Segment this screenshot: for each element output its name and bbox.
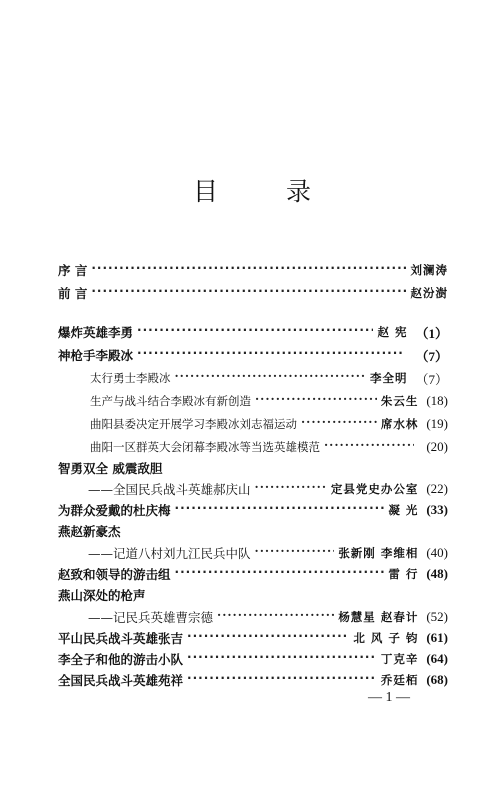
entry-author: 赵 宪: [377, 325, 408, 339]
entry-author: 刘澜涛: [410, 263, 448, 277]
toc-entry: [58, 521, 448, 541]
entry-page: (20): [426, 439, 448, 454]
toc-entry: [90, 414, 448, 434]
toc-entry: [58, 670, 448, 690]
page-title: 目 录: [193, 177, 341, 206]
entry-page: (68): [426, 672, 448, 687]
entry-title: 生产与战斗结合李殿冰有新创造: [90, 394, 251, 408]
dot-leader: [137, 322, 373, 342]
dot-leader: [187, 670, 377, 690]
entry-title: 赵致和领导的游击组: [58, 567, 171, 582]
dot-leader: [175, 368, 366, 388]
entry-author: 杨慧星 赵春计: [338, 610, 419, 624]
dot-leader: [187, 628, 349, 648]
toc-entry-preface: [58, 260, 448, 280]
entry-page: (48): [426, 566, 448, 581]
dot-leader: [324, 437, 414, 457]
entry-author: 凝 光: [388, 503, 419, 517]
entry-title: 曲阳县委决定开展学习李殿冰刘志福运动: [90, 417, 297, 431]
entry-page: (40): [426, 545, 448, 560]
toc-entry: [90, 368, 448, 388]
entry-title: 爆炸英雄李勇: [58, 325, 134, 340]
dot-leader: [175, 564, 385, 584]
entry-title: ——记民兵英雄曹宗德: [88, 610, 214, 625]
toc-entry: [58, 564, 448, 584]
entry-author: 张新刚 李维相: [338, 546, 419, 560]
entry-page: （7）: [415, 371, 448, 387]
dot-leader: [91, 283, 406, 303]
toc-entry: [90, 437, 448, 457]
toc-entry: [58, 585, 448, 605]
dot-leader: [255, 391, 377, 411]
entry-author: 雷 行: [388, 567, 419, 581]
entry-page: (61): [426, 630, 448, 645]
entry-page: (18): [426, 393, 448, 408]
entry-page: (22): [426, 481, 448, 496]
entry-author: 朱云生: [380, 394, 419, 408]
entry-page: (19): [426, 416, 448, 431]
entry-title: 燕山深处的枪声: [58, 588, 146, 603]
entry-page: (33): [426, 502, 448, 517]
toc-entry: [58, 322, 448, 342]
toc-entry: [88, 607, 448, 627]
dot-leader: [217, 607, 334, 627]
toc-entry: [88, 543, 448, 563]
entry-title: 神枪手李殿冰: [58, 348, 134, 363]
toc-entry: [58, 628, 448, 648]
dot-leader: [255, 543, 335, 563]
entry-title: ——全国民兵战斗英雄郝庆山: [88, 482, 251, 497]
dot-leader: [301, 414, 377, 434]
toc-entry-foreword: [58, 283, 448, 303]
entry-author: 北 风 子 钧: [353, 631, 419, 645]
entry-title: 序 言: [58, 263, 88, 278]
entry-title: 前 言: [58, 286, 88, 301]
page-number: — 1 —: [368, 690, 410, 705]
entry-title: 太行勇士李殿冰: [90, 371, 171, 385]
dot-leader: [91, 260, 406, 280]
dot-leader: [255, 479, 327, 499]
entry-page: (52): [426, 609, 448, 624]
entry-author: 李全明: [369, 371, 408, 385]
entry-title: 全国民兵战斗英雄苑祥: [58, 673, 184, 688]
entry-page: （7）: [415, 348, 448, 364]
toc-entry: [58, 345, 448, 365]
entry-title: ——记道八村刘九江民兵中队: [88, 546, 251, 561]
toc-entry: [58, 649, 448, 669]
toc-entry: [88, 479, 448, 499]
entry-title: 燕赵新豪杰: [58, 524, 121, 539]
entry-title: 智勇双全 威震敌胆: [58, 461, 163, 476]
entry-page: （1）: [415, 325, 448, 341]
entry-title: 李全子和他的游击小队: [58, 652, 184, 667]
entry-author: 赵汾澍: [410, 286, 448, 300]
dot-leader: [175, 500, 385, 520]
entry-page: (64): [426, 651, 448, 666]
entry-author: 席水林: [380, 417, 419, 431]
dot-leader: [137, 345, 403, 365]
entry-author: 定县党史办公室: [330, 482, 419, 496]
toc-entry: [58, 458, 448, 478]
entry-author: 乔廷栢: [380, 673, 419, 687]
entry-title: 为群众爱戴的杜庆梅: [58, 503, 171, 518]
dot-leader: [187, 649, 377, 669]
entry-title: 平山民兵战斗英雄张吉: [58, 631, 184, 646]
toc-entry: [58, 500, 448, 520]
entry-author: 丁克辛: [380, 652, 419, 666]
toc-entry: [90, 391, 448, 411]
entry-title: 曲阳一区群英大会闭幕李殿冰等当选英雄模范: [90, 440, 320, 454]
